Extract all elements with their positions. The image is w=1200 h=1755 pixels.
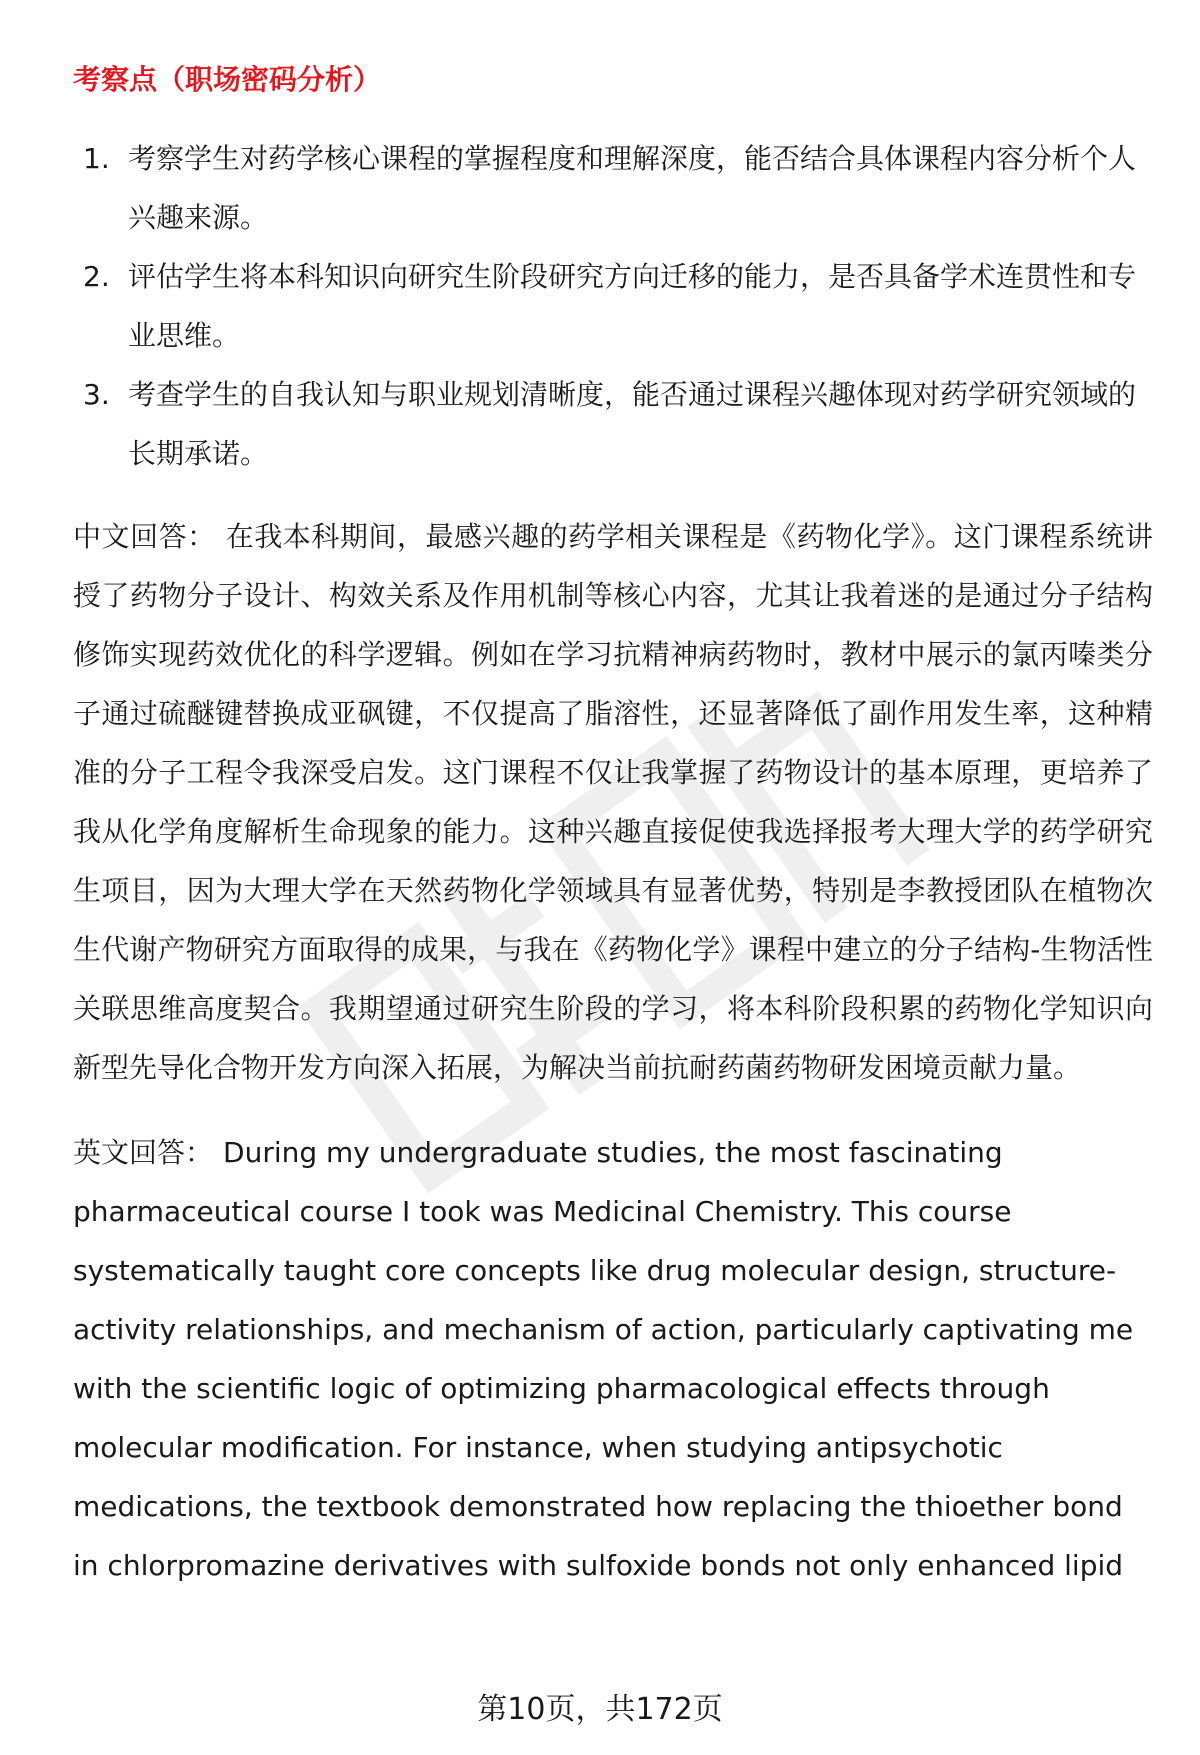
chinese-answer-label: 中文回答： xyxy=(73,520,216,553)
list-item-number: 2. xyxy=(83,260,110,293)
list-item-number: 1. xyxy=(83,142,110,175)
english-answer-paragraph xyxy=(73,1123,1153,1595)
list-item xyxy=(73,247,1153,365)
chinese-answer-paragraph xyxy=(73,507,1153,1097)
list-item xyxy=(73,129,1153,247)
english-answer-label: 英文回答： xyxy=(73,1136,214,1169)
document-page xyxy=(73,55,1153,1595)
page-number-footer: 第10页，共172页 xyxy=(477,1692,723,1727)
list-item-text: 考察学生对药学核心课程的掌握程度和理解深度，能否结合具体课程内容分析个人兴趣来源。 xyxy=(128,142,1137,234)
assessment-points-list xyxy=(73,129,1153,483)
list-item-text: 评估学生将本科知识向研究生阶段研究方向迁移的能力，是否具备学术连贯性和专业思维。 xyxy=(128,260,1137,352)
english-answer-text: During my undergraduate studies, the most fascinating pharmaceutical course I took was Medicinal Chemistry. This course systematically taught core concepts like drug molecular design, structure-activity relationships, and mechanism of action, particularly captivating me with the scientific logic of optimizing pharmacological effects through molecular modification. For instance, when studying antipsychotic medications, the textbook demonstrated how replacing the thioether bond in chlorpromazine derivatives with sulfoxide bonds not only enhanced lipid xyxy=(73,1136,1134,1582)
section-heading: 考察点（职场密码分析） xyxy=(73,63,382,96)
list-item xyxy=(73,365,1153,483)
list-item-text: 考查学生的自我认知与职业规划清晰度，能否通过课程兴趣体现对药学研究领域的长期承诺。 xyxy=(128,378,1137,470)
list-item-number: 3. xyxy=(83,378,110,411)
chinese-answer-text: 在我本科期间，最感兴趣的药学相关课程是《药物化学》。这门课程系统讲授了药物分子设计、构效关系及作用机制等核心内容，尤其让我着迷的是通过分子结构修饰实现药效优化的科学逻辑。例如在学习抗精神病药物时，教材中展示的氯丙嗪类分子通过硫醚键替换成亚砜键，不仅提高了脂溶性，还显著降低了副作用发生率，这种精准的分子工程令我深受启发。这门课程不仅让我掌握了药物设计的基本原理，更培养了我从化学角度解析生命现象的能力。这种兴趣直接促使我选择报考大理大学的药学研究生项目，因为大理大学在天然药物化学领域具有显著优势，特别是李教授团队在植物次生代谢产物研究方面取得的成果，与我在《药物化学》课程中建立的分子结构-生物活性关联思维高度契合。我期望通过研究生阶段的学习，将本科阶段积累的药物化学知识向新型先导化合物开发方向深入拓展，为解决当前抗耐药菌药物研发困境贡献力量。 xyxy=(73,520,1153,1084)
